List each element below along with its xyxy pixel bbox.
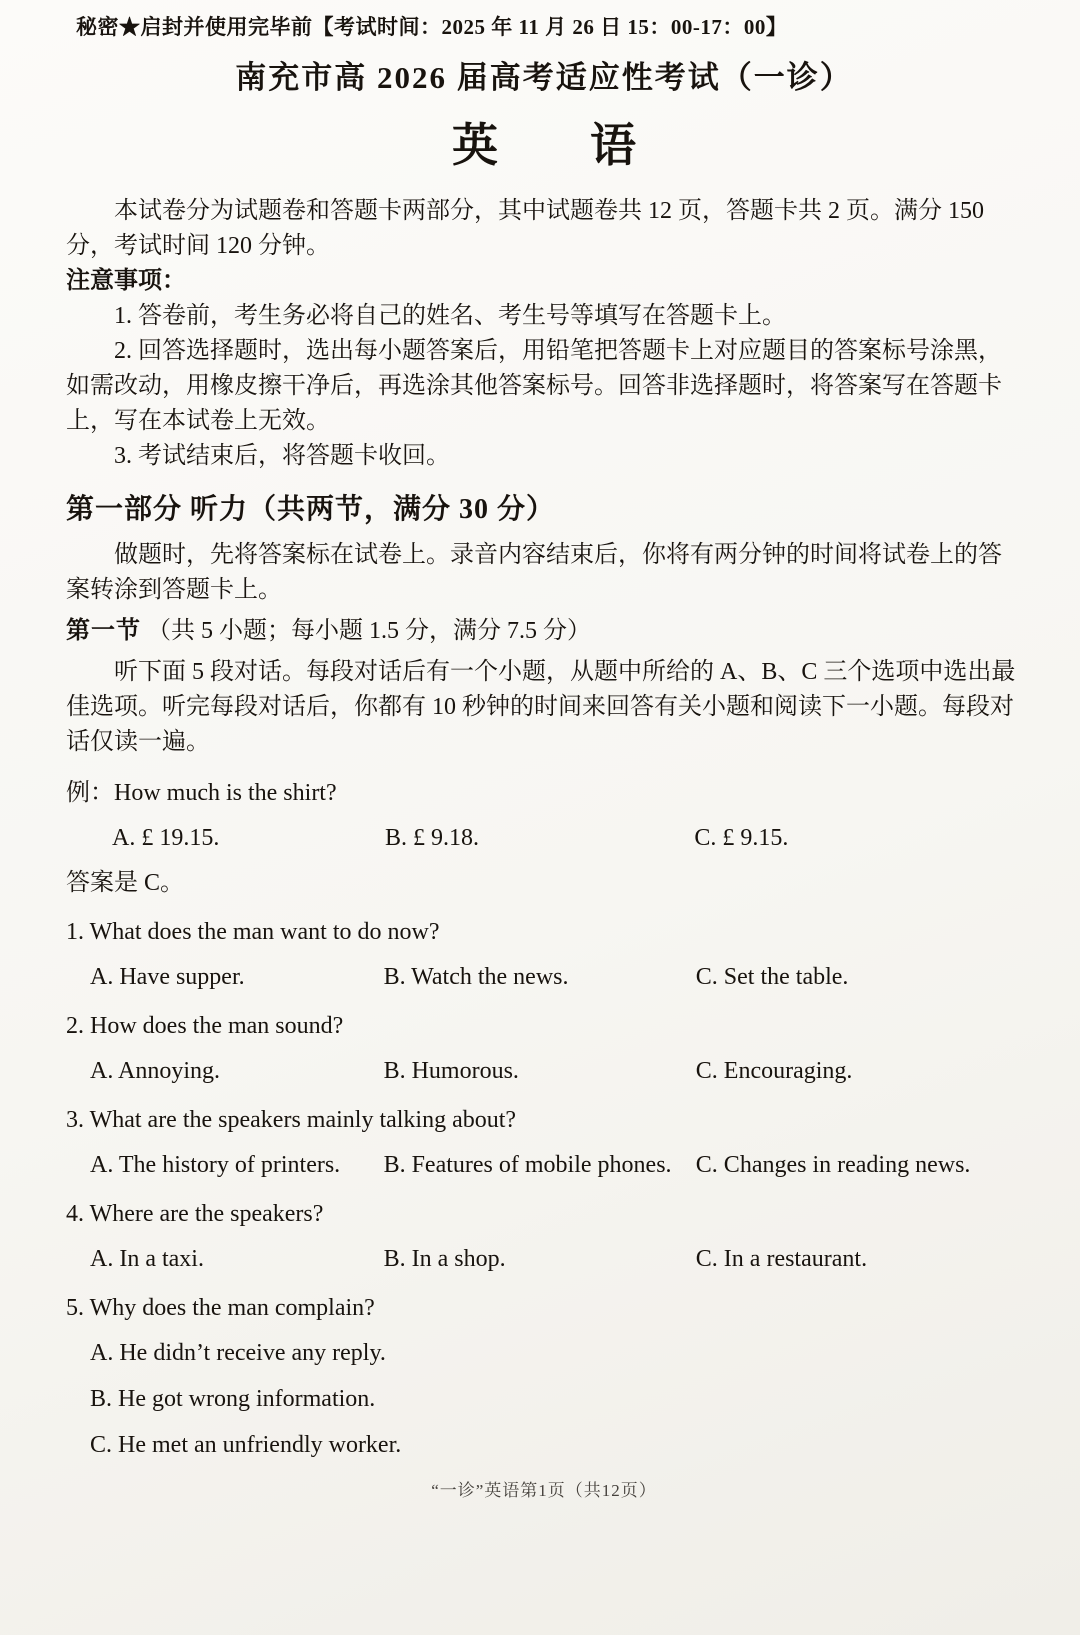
question-3-option-a: A. The history of printers. xyxy=(90,1152,341,1178)
section1-heading xyxy=(66,614,1022,649)
question-1-text: 1. What does the man want to do now? xyxy=(66,919,440,945)
example-option-a: A. £ 19.15. xyxy=(112,825,220,851)
question-5 xyxy=(66,1291,1022,1463)
question-1-option-a: A. Have supper. xyxy=(90,964,245,990)
question-2-text: 2. How does the man sound? xyxy=(66,1013,344,1039)
question-4-option-c: C. In a restaurant. xyxy=(695,1246,868,1272)
question-1-option-b: B. Watch the news. xyxy=(383,964,569,990)
example-options xyxy=(66,821,1022,856)
question-2-option-c: C. Encouraging. xyxy=(695,1058,853,1084)
question-3-option-b: B. Features of mobile phones. xyxy=(383,1152,672,1178)
page-footer: “一诊”英语第1页（共12页） xyxy=(431,1481,657,1500)
part1-heading: 第一部分 听力（共两节，满分 30 分） xyxy=(66,494,556,525)
question-4 xyxy=(66,1197,1022,1277)
section1-label: 第一节 xyxy=(66,618,141,644)
question-4-option-b: B. In a shop. xyxy=(383,1246,506,1272)
question-3-options xyxy=(66,1148,1022,1183)
question-2-option-a: A. Annoying. xyxy=(90,1058,221,1084)
question-3 xyxy=(66,1103,1022,1183)
question-5-option-c: C. He met an unfriendly worker. xyxy=(90,1432,402,1458)
question-4-text: 4. Where are the speakers? xyxy=(66,1201,324,1227)
question-4-option-a: A. In a taxi. xyxy=(90,1246,204,1272)
question-2-options xyxy=(66,1054,1022,1089)
secrecy-header: 秘密★启封并使用完毕前【考试时间：2025 年 11 月 26 日 15：00-17：00】 xyxy=(76,15,788,39)
notice-item-2: 2. 回答选择题时，选出每小题答案后，用铅笔把答题卡上对应题目的答案标号涂黑，如需改动，用橡皮擦干净后，再选涂其他答案标号。回答非选择题时，将答案写在答题卡上，写在本试卷上无效。 xyxy=(66,338,1002,434)
notice-item-1: 1. 答卷前，考生务必将自己的姓名、考生号等填写在答题卡上。 xyxy=(114,303,786,329)
question-1-option-c: C. Set the table. xyxy=(695,964,849,990)
question-3-text: 3. What are the speakers mainly talking about? xyxy=(66,1107,517,1133)
question-1 xyxy=(66,915,1022,995)
section1-info: （共 5 小题；每小题 1.5 分，满分 7.5 分） xyxy=(147,618,591,644)
example-option-c: C. £ 9.15. xyxy=(694,825,789,851)
question-5-text: 5. Why does the man complain? xyxy=(66,1295,375,1321)
example-question: 例：How much is the shirt? xyxy=(66,780,337,806)
exam-title: 南充市高 2026 届高考适应性考试（一诊） xyxy=(235,60,853,95)
intro-paragraph: 本试卷分为试题卷和答题卡两部分，其中试题卷共 12 页，答题卡共 2 页。满分 150 分，考试时间 120 分钟。 xyxy=(66,198,984,259)
subject-title: 英 语 xyxy=(452,120,636,171)
example-option-b: B. £ 9.18. xyxy=(385,825,480,851)
question-4-options xyxy=(66,1242,1022,1277)
question-5-option-b: B. He got wrong information. xyxy=(90,1386,376,1412)
question-2-option-b: B. Humorous. xyxy=(383,1058,519,1084)
notice-item-3: 3. 考试结束后，将答题卡收回。 xyxy=(114,443,450,469)
part1-instructions: 做题时，先将答案标在试卷上。录音内容结束后，你将有两分钟的时间将试卷上的答案转涂到答题卡上。 xyxy=(66,542,1002,603)
example-answer: 答案是 C。 xyxy=(66,870,185,896)
question-1-options xyxy=(66,960,1022,995)
question-5-option-a: A. He didn’t receive any reply. xyxy=(90,1340,386,1366)
example-block xyxy=(66,776,1022,901)
question-3-option-c: C. Changes in reading news. xyxy=(695,1152,971,1178)
question-2 xyxy=(66,1009,1022,1089)
notice-title: 注意事项： xyxy=(66,268,186,294)
section1-instructions: 听下面 5 段对话。每段对话后有一个小题，从题中所给的 A、B、C 三个选项中选出最佳选项。听完每段对话后，你都有 10 秒钟的时间来回答有关小题和阅读下一小题。每段对话仅读一遍。 xyxy=(66,659,1016,755)
question-5-options xyxy=(66,1336,1022,1463)
